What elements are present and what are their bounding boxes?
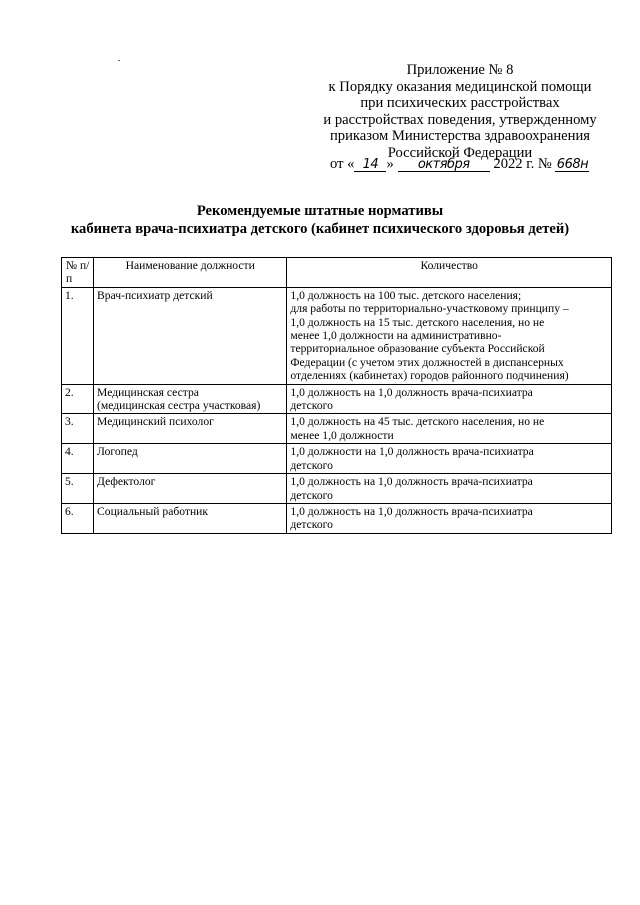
quantity-line: территориальное образование субъекта Российской xyxy=(290,342,545,356)
staffing-table xyxy=(61,257,612,534)
appendix-line: Российской Федерации xyxy=(387,144,533,161)
row-num: 2. xyxy=(62,384,94,414)
table-row xyxy=(62,384,612,414)
row-position: Врач-психиатр детский xyxy=(94,287,287,384)
date-mid: » xyxy=(386,156,394,172)
row-quantity xyxy=(287,444,612,474)
quantity-line: детского xyxy=(290,458,333,472)
row-num: 1. xyxy=(62,287,94,384)
quantity-line: для работы по территориально-участковому принципу – xyxy=(290,302,569,316)
date-prefix: от « xyxy=(330,156,355,172)
table-row xyxy=(62,503,612,533)
quantity-line: 1,0 должность на 45 тыс. детского населения, но не xyxy=(290,415,545,429)
quantity-line: отделениях (кабинетах) городов районного подчинения) xyxy=(290,369,569,383)
table-row xyxy=(62,444,612,474)
row-quantity xyxy=(287,384,612,414)
appendix-line: к Порядку оказания медицинской помощи xyxy=(328,78,592,95)
quantity-line: 1,0 должность на 15 тыс. детского населения, но не xyxy=(290,315,545,329)
row-position xyxy=(94,384,287,414)
table-header-row xyxy=(62,258,612,288)
quantity-line: менее 1,0 должности на административно- xyxy=(290,329,502,343)
row-num: 5. xyxy=(62,474,94,504)
appendix-line: при психических расстройствах xyxy=(360,95,560,111)
date-year: 2022 г. № xyxy=(493,156,552,172)
quantity-line: 1,0 должности на 1,0 должность врача-психиатра xyxy=(290,445,534,459)
header-position: Наименование должности xyxy=(94,258,287,288)
quantity-line: 1,0 должность на 1,0 должность врача-психиатра xyxy=(290,504,533,518)
title-line-2: кабинета врача-психиатра детского (кабинет психического здоровья детей) xyxy=(70,220,570,237)
row-num: 6. xyxy=(62,503,94,533)
quantity-line: детского xyxy=(290,399,333,413)
date-month-handwritten: октября xyxy=(398,158,490,172)
quantity-line: менее 1,0 должности xyxy=(290,428,394,442)
row-quantity xyxy=(287,503,612,533)
header-quantity: Количество xyxy=(287,258,612,288)
row-position: Социальный работник xyxy=(94,503,287,533)
row-position: Дефектолог xyxy=(94,474,287,504)
header-num-text: № п/п xyxy=(66,259,90,286)
quantity-line: Федерации (с учетом этих должностей в диспансерных xyxy=(290,355,564,369)
row-num: 3. xyxy=(62,414,94,444)
table-row xyxy=(62,287,612,384)
quantity-line: 1,0 должность на 1,0 должность врача-психиатра xyxy=(290,385,533,399)
date-day-handwritten: 14 xyxy=(354,158,386,172)
scan-speck xyxy=(118,60,120,61)
row-quantity xyxy=(287,414,612,444)
quantity-line: 1,0 должность на 1,0 должность врача-психиатра xyxy=(290,475,533,489)
quantity-line: 1,0 должность на 100 тыс. детского населения; xyxy=(290,288,522,302)
title-line-1: Рекомендуемые штатные нормативы xyxy=(196,203,444,219)
position-line: Медицинская сестра xyxy=(97,385,199,399)
appendix-header xyxy=(300,62,620,161)
order-date-line xyxy=(330,156,630,172)
appendix-line: Приложение № 8 xyxy=(406,62,514,78)
row-num: 4. xyxy=(62,444,94,474)
header-num xyxy=(62,258,94,288)
document-title xyxy=(40,203,600,238)
table-row xyxy=(62,474,612,504)
appendix-line: приказом Министерства здравоохранения xyxy=(330,128,590,144)
quantity-line: детского xyxy=(290,518,333,532)
quantity-line: детского xyxy=(290,488,333,502)
row-position: Медицинский психолог xyxy=(94,414,287,444)
appendix-line: и расстройствах поведения, утвержденному xyxy=(323,111,597,128)
row-quantity xyxy=(287,287,612,384)
position-line: (медицинская сестра участковая) xyxy=(97,399,261,413)
row-quantity xyxy=(287,474,612,504)
table-row xyxy=(62,414,612,444)
order-number-handwritten: 668н xyxy=(556,157,589,172)
row-position: Логопед xyxy=(94,444,287,474)
